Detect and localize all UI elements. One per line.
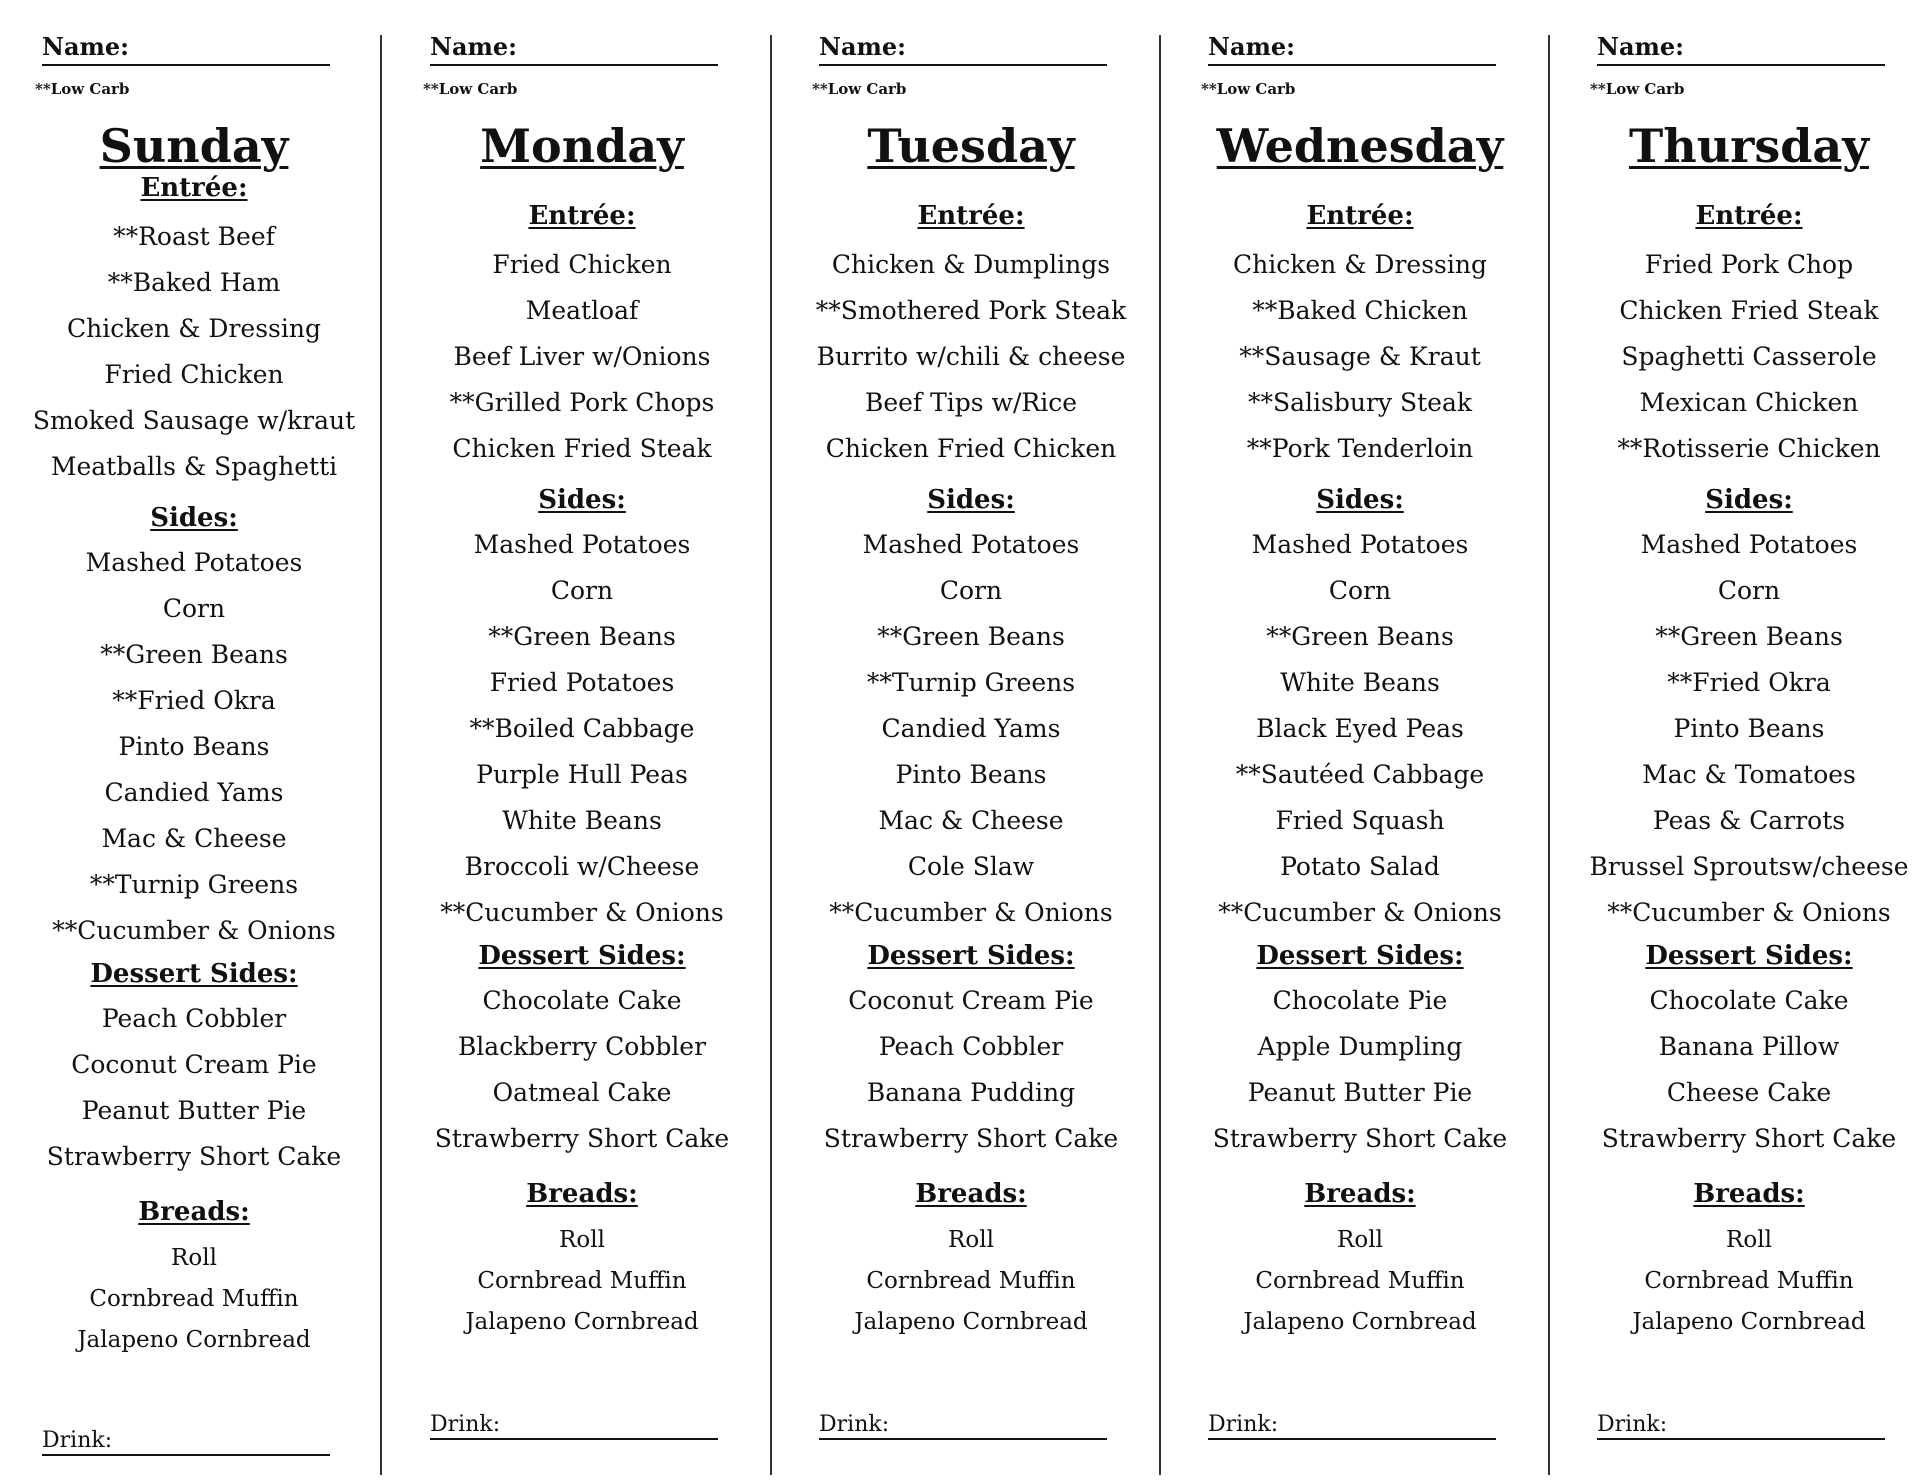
name-field[interactable]: Name: (819, 32, 1107, 66)
day-title: Thursday (1629, 119, 1869, 173)
entree-item: **Smothered Pork Steak (815, 296, 1127, 325)
entree-item: **Pork Tenderloin (1246, 434, 1474, 463)
side-item: **Cucumber & Onions (52, 916, 336, 945)
drink-field[interactable]: Drink: (1208, 1408, 1496, 1440)
dessert-item: Peach Cobbler (101, 1004, 287, 1033)
bread-item: Roll (171, 1245, 217, 1271)
entree-item: Chicken & Dumplings (831, 250, 1111, 279)
entree-item: **Grilled Pork Chops (449, 388, 715, 417)
breads-heading: Breads: (138, 1197, 250, 1227)
entree-item: **Baked Chicken (1252, 296, 1468, 325)
entree-item: **Salisbury Steak (1248, 388, 1472, 417)
entree-item: Chicken Fried Steak (452, 434, 712, 463)
dessert-heading: Dessert Sides: (867, 941, 1075, 971)
menu-sections (1555, 196, 1920, 1343)
drink-field[interactable]: Drink: (819, 1408, 1107, 1440)
breads-heading: Breads: (526, 1179, 638, 1209)
sides-heading: Sides: (1316, 485, 1404, 515)
side-item: **Cucumber & Onions (440, 898, 724, 927)
entree-item: Chicken Fried Steak (1619, 296, 1879, 325)
dessert-item: Blackberry Cobbler (457, 1032, 707, 1061)
side-item: Corn (939, 576, 1003, 605)
side-item: Mashed Potatoes (1251, 530, 1469, 559)
dessert-heading: Dessert Sides: (478, 941, 686, 971)
dessert-item: Peach Cobbler (878, 1032, 1064, 1061)
entree-heading: Entrée: (1306, 201, 1414, 231)
entree-item: Fried Chicken (104, 360, 284, 389)
entree-heading: Entrée: (1695, 201, 1803, 231)
entree-item: **Roast Beef (113, 222, 275, 251)
side-item: White Beans (502, 806, 662, 835)
dessert-item: Strawberry Short Cake (1601, 1124, 1897, 1153)
side-item: **Boiled Cabbage (469, 714, 695, 743)
side-item: Corn (162, 594, 226, 623)
side-item: **Cucumber & Onions (829, 898, 1113, 927)
day-title: Wednesday (1216, 119, 1504, 173)
entree-item: Smoked Sausage w/kraut (32, 406, 356, 435)
side-item: Mac & Cheese (878, 806, 1064, 835)
bread-item: Jalapeno Cornbread (1632, 1309, 1866, 1335)
side-item: **Green Beans (100, 640, 288, 669)
drink-field[interactable]: Drink: (430, 1408, 718, 1440)
dessert-item: Banana Pillow (1658, 1032, 1840, 1061)
bread-item: Roll (948, 1227, 994, 1253)
menu-sections (777, 196, 1165, 1343)
side-item: **Sautéed Cabbage (1235, 760, 1485, 789)
side-item: **Green Beans (1655, 622, 1843, 651)
dessert-item: Banana Pudding (866, 1078, 1076, 1107)
entree-heading: Entrée: (917, 201, 1025, 231)
side-item: **Green Beans (1266, 622, 1454, 651)
side-item: Candied Yams (104, 778, 284, 807)
bread-item: Cornbread Muffin (89, 1286, 299, 1312)
breads-heading: Breads: (1304, 1179, 1416, 1209)
entree-item: Fried Pork Chop (1644, 250, 1854, 279)
low-carb-note: **Low Carb (812, 80, 907, 98)
side-item: Cole Slaw (907, 852, 1035, 881)
name-field[interactable]: Name: (42, 32, 330, 66)
entree-item: Fried Chicken (492, 250, 672, 279)
side-item: **Fried Okra (112, 686, 276, 715)
menu-sections (0, 168, 388, 1361)
bread-item: Roll (559, 1227, 605, 1253)
day-title: Monday (480, 119, 684, 173)
entree-item: Spaghetti Casserole (1621, 342, 1877, 371)
bread-item: Roll (1726, 1227, 1772, 1253)
side-item: Mashed Potatoes (85, 548, 303, 577)
entree-item: Meatballs & Spaghetti (50, 452, 338, 481)
dessert-item: Cheese Cake (1666, 1078, 1832, 1107)
bread-item: Jalapeno Cornbread (1243, 1309, 1477, 1335)
dessert-item: Chocolate Pie (1272, 986, 1448, 1015)
entree-item: Meatloaf (525, 296, 639, 325)
side-item: Brussel Sproutsw/cheese (1589, 852, 1909, 881)
breads-heading: Breads: (915, 1179, 1027, 1209)
side-item: Purple Hull Peas (476, 760, 688, 789)
entree-item: **Baked Ham (107, 268, 281, 297)
sides-heading: Sides: (927, 485, 1015, 515)
dessert-item: Strawberry Short Cake (1212, 1124, 1508, 1153)
side-item: Fried Squash (1275, 806, 1445, 835)
bread-item: Jalapeno Cornbread (854, 1309, 1088, 1335)
low-carb-note: **Low Carb (35, 80, 130, 98)
day-column-monday (388, 0, 776, 1484)
menu-sections (388, 196, 776, 1343)
day-column-sunday (0, 0, 388, 1484)
low-carb-note: **Low Carb (1590, 80, 1685, 98)
side-item: Candied Yams (881, 714, 1061, 743)
name-field[interactable]: Name: (1597, 32, 1885, 66)
side-item: Mashed Potatoes (1640, 530, 1858, 559)
side-item: **Cucumber & Onions (1218, 898, 1502, 927)
dessert-item: Coconut Cream Pie (71, 1050, 317, 1079)
bread-item: Cornbread Muffin (477, 1268, 687, 1294)
dessert-item: Apple Dumpling (1257, 1032, 1463, 1061)
entree-heading: Entrée: (140, 173, 248, 203)
dessert-item: Chocolate Cake (1649, 986, 1849, 1015)
entree-item: Beef Tips w/Rice (864, 388, 1078, 417)
bread-item: Jalapeno Cornbread (465, 1309, 699, 1335)
side-item: Corn (1717, 576, 1781, 605)
sides-heading: Sides: (1705, 485, 1793, 515)
dessert-item: Strawberry Short Cake (46, 1142, 342, 1171)
sides-heading: Sides: (150, 503, 238, 533)
bread-item: Cornbread Muffin (1255, 1268, 1465, 1294)
name-field[interactable]: Name: (430, 32, 718, 66)
drink-field[interactable]: Drink: (42, 1424, 330, 1456)
side-item: **Fried Okra (1667, 668, 1831, 697)
dessert-item: Chocolate Cake (482, 986, 682, 1015)
day-column-tuesday (777, 0, 1165, 1484)
side-item: Broccoli w/Cheese (464, 852, 700, 881)
sides-heading: Sides: (538, 485, 626, 515)
day-column-wednesday (1166, 0, 1554, 1484)
entree-heading: Entrée: (528, 201, 636, 231)
bread-item: Cornbread Muffin (1644, 1268, 1854, 1294)
entree-item: Mexican Chicken (1639, 388, 1859, 417)
entree-item: **Sausage & Kraut (1239, 342, 1481, 371)
drink-field[interactable]: Drink: (1597, 1408, 1885, 1440)
bread-item: Roll (1337, 1227, 1383, 1253)
dessert-item: Strawberry Short Cake (823, 1124, 1119, 1153)
dessert-heading: Dessert Sides: (1256, 941, 1464, 971)
entree-item: Burrito w/chili & cheese (816, 342, 1126, 371)
entree-item: Chicken Fried Chicken (825, 434, 1117, 463)
side-item: Peas & Carrots (1652, 806, 1846, 835)
dessert-item: Oatmeal Cake (492, 1078, 672, 1107)
dessert-heading: Dessert Sides: (90, 959, 298, 989)
side-item: Mashed Potatoes (473, 530, 691, 559)
day-column-thursday (1555, 0, 1920, 1484)
breads-heading: Breads: (1693, 1179, 1805, 1209)
side-item: **Cucumber & Onions (1607, 898, 1891, 927)
side-item: Corn (550, 576, 614, 605)
side-item: Pinto Beans (1673, 714, 1825, 743)
low-carb-note: **Low Carb (423, 80, 518, 98)
side-item: Black Eyed Peas (1256, 714, 1464, 743)
dessert-item: Coconut Cream Pie (848, 986, 1094, 1015)
side-item: Potato Salad (1280, 852, 1440, 881)
side-item: Pinto Beans (895, 760, 1047, 789)
menu-sections (1166, 196, 1554, 1343)
side-item: **Green Beans (877, 622, 1065, 651)
bread-item: Cornbread Muffin (866, 1268, 1076, 1294)
dessert-item: Peanut Butter Pie (1247, 1078, 1473, 1107)
side-item: **Green Beans (488, 622, 676, 651)
side-item: Corn (1328, 576, 1392, 605)
side-item: Mashed Potatoes (862, 530, 1080, 559)
entree-item: Beef Liver w/Onions (453, 342, 711, 371)
entree-item: Chicken & Dressing (1233, 250, 1487, 279)
side-item: **Turnip Greens (866, 668, 1076, 697)
dessert-item: Peanut Butter Pie (81, 1096, 307, 1125)
entree-item: Chicken & Dressing (67, 314, 321, 343)
side-item: White Beans (1280, 668, 1440, 697)
side-item: Mac & Tomatoes (1642, 760, 1856, 789)
dessert-item: Strawberry Short Cake (434, 1124, 730, 1153)
bread-item: Jalapeno Cornbread (77, 1327, 311, 1353)
side-item: Pinto Beans (118, 732, 270, 761)
entree-item: **Rotisserie Chicken (1617, 434, 1881, 463)
dessert-heading: Dessert Sides: (1645, 941, 1853, 971)
day-title: Tuesday (867, 119, 1075, 173)
side-item: Mac & Cheese (101, 824, 287, 853)
day-title: Sunday (99, 119, 289, 173)
low-carb-note: **Low Carb (1201, 80, 1296, 98)
side-item: Fried Potatoes (489, 668, 675, 697)
name-field[interactable]: Name: (1208, 32, 1496, 66)
side-item: **Turnip Greens (89, 870, 299, 899)
